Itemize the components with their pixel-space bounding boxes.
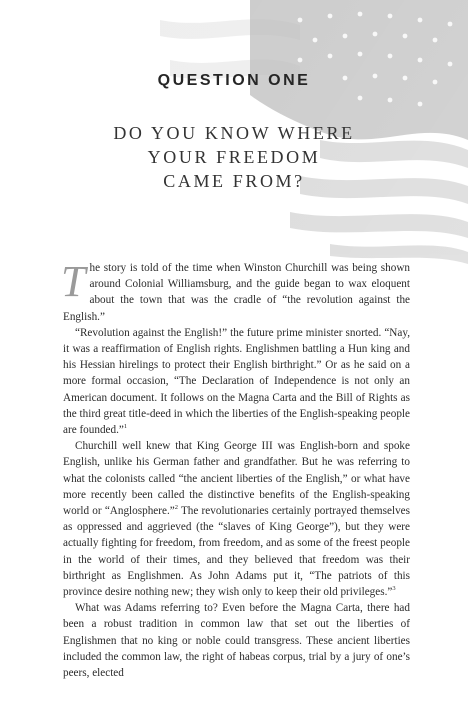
paragraph <box>63 600 410 681</box>
body-text <box>61 257 410 681</box>
paragraph-text: The revolutionaries certainly portrayed themselves as oppressed and aggrieved (the “slaves of King George”), but they were actually fighting for freedom, from freedom, and as some of the freest people in the world of their times, and they believed that freedom was their birthright as Englishmen. As John Adams put it, “The patriots of this province desire nothing new; they wish only to keep their old privileges.” <box>63 505 410 599</box>
paragraph <box>63 325 410 438</box>
paragraph-text: Churchill well knew that King George III was English-born and spoke English, unlike his German father and grandfather. But he was referring to what the colonists called “the ancient liberties of the English,” or what have more recently been called the distinctive benefits of the English-speaking world or “Anglosphere.” <box>63 440 410 518</box>
chapter-title-line: CAME FROM? <box>163 171 305 191</box>
paragraph-text: he story is told of the time when Winston Churchill was being shown around Colonial Williamsburg, and the guide began to wax eloquent about the town that was the cradle of “the revolution against the English.” <box>63 262 410 323</box>
footnote-marker[interactable]: 1 <box>123 423 128 431</box>
chapter-title <box>0 121 468 193</box>
chapter-title-line: DO YOU KNOW WHERE <box>113 123 355 143</box>
paragraph-text: What was Adams referring to? Even before the Magna Carta, there had been a robust tradition in common law that set out the liberties of Englishmen that no king or noble could transgress. These ancient liberties included the common law, the right of habeas corpus, trial by a jury of one’s peers, elected <box>63 602 410 680</box>
chapter-label: QUESTION ONE <box>157 72 311 89</box>
paragraph-text: “Revolution against the English!” the future prime minister snorted. “Nay, it was a reaffirmation of English rights. Englishmen battling a Hun king and his Hessian hirelings to protect their English birthright.” Or as he said on a more formal occasion, “The Declaration of Independence is not only an American document. It follows on the Magna Carta and the Bill of Rights as the third great title-deed in which the liberties of the English-speaking people are founded.” <box>63 326 410 437</box>
paragraph <box>61 257 410 325</box>
footnote-marker[interactable]: 3 <box>392 585 396 593</box>
paragraph <box>63 438 410 600</box>
chapter-title-line: YOUR FREEDOM <box>147 147 321 167</box>
drop-cap: T <box>61 257 86 306</box>
footnote-marker[interactable]: 2 <box>174 504 178 512</box>
